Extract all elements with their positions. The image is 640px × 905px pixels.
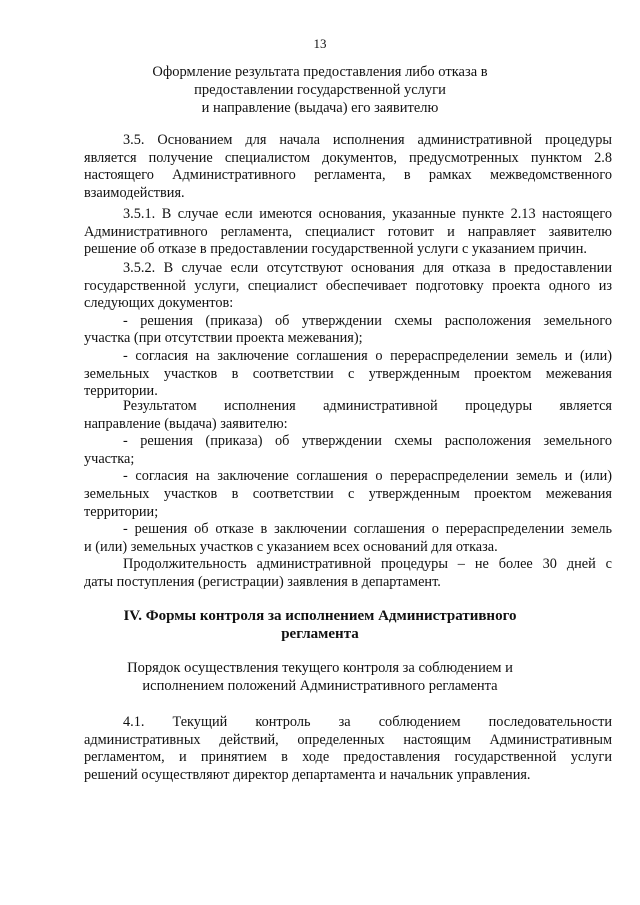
list-item: - решения (приказа) об утверждении схемы расположения земельного (123, 312, 612, 329)
section-heading (60, 63, 580, 117)
paragraph-3-5-2 (84, 260, 612, 401)
text-line: настоящего Административного регламента, в рамках межведомственного (84, 167, 612, 184)
page-number: 13 (313, 36, 327, 51)
subheading-line: исполнением положений Административного регламента (142, 678, 498, 694)
text-line: 3.5.2. В случае если отсутствуют основания для отказа в предоставлении (123, 260, 612, 276)
text-line: решение об отказе в предоставлении государственной услуги с указанием причин. (84, 241, 587, 258)
text-line: участка; (84, 450, 135, 467)
text-line: решений осуществляют директор департамента и начальник управления. (84, 766, 531, 783)
text-line: 3.5.1. В случае если имеются основания, указанные пункте 2.13 настоящего (123, 206, 612, 222)
text-line: регламентом, и принятием в ходе предоставления государственной услуги (84, 749, 612, 766)
text-line: Результатом исполнения административной процедуры является (123, 398, 612, 414)
list-item: - согласия на заключение соглашения о перераспределении земель и (или) (123, 347, 612, 364)
subheading-line: Порядок осуществления текущего контроля за соблюдением и (127, 660, 513, 676)
text-line: территории. (84, 383, 158, 400)
subheading (60, 659, 580, 695)
paragraph-3-5-1 (84, 206, 612, 259)
section-heading-line: Оформление результата предоставления либо отказа в (152, 64, 488, 80)
chapter-heading (60, 607, 580, 643)
text-line: территории; (84, 503, 159, 520)
paragraph-4-1 (84, 714, 612, 784)
text-line: и (или) земельных участков с указанием всех оснований для отказа. (84, 538, 498, 555)
text-line: взаимодействия. (84, 184, 185, 201)
text-line: направление (выдача) заявителю: (84, 415, 288, 432)
section-heading-line: предоставлении государственной услуги (194, 82, 446, 98)
text-line: следующих документов: (84, 295, 234, 312)
text-line: государственной услуги, специалист обеспечивает подготовку проекта одного из (84, 277, 612, 294)
chapter-heading-line: регламента (281, 626, 359, 642)
text-line: земельных участков в соответствии с утвержденным проектом межевания (84, 485, 612, 502)
list-item: - решения об отказе в заключении соглашения о перераспределении земель (123, 521, 612, 538)
text-line: земельных участков в соответствии с утвержденным проектом межевания (84, 365, 612, 382)
list-item: - согласия на заключение соглашения о перераспределении земель и (или) (123, 468, 612, 485)
text-line: административных действий, определенных настоящим Административным (84, 731, 612, 748)
section-heading-line: и направление (выдача) его заявителю (201, 100, 439, 116)
list-item: - решения (приказа) об утверждении схемы расположения земельного (123, 433, 612, 450)
paragraph-3-5 (84, 132, 612, 202)
text-line: Продолжительность административной процедуры – не более 30 дней с (123, 556, 612, 573)
text-line: 4.1. Текущий контроль за соблюдением последовательности (123, 714, 612, 730)
list-item: участка (при отсутствии проекта межевания); (84, 330, 363, 347)
text-line: даты поступления (регистрации) заявления в департамент. (84, 573, 441, 590)
paragraph-result (84, 398, 612, 592)
text-line: является получение специалистом документов, предусмотренных пунктом 2.8 (84, 149, 612, 166)
text-line: Административного регламента, специалист готовит и направляет заявителю (84, 223, 612, 240)
text-line: 3.5. Основанием для начала исполнения административной процедуры (123, 132, 612, 148)
chapter-heading-line: IV. Формы контроля за исполнением Административного (123, 608, 517, 624)
